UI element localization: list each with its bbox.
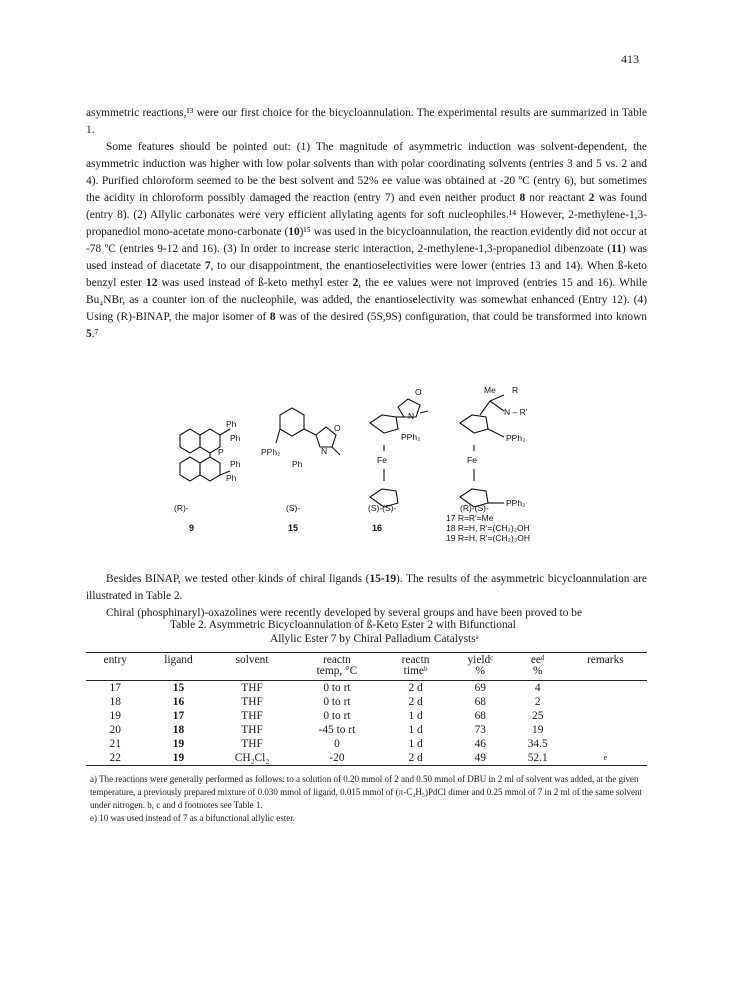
label-me: Me bbox=[484, 385, 496, 395]
oxazoline-ring bbox=[316, 427, 336, 447]
results-table bbox=[86, 652, 647, 766]
footnote-e: e) 10 was used instead of 7 as a bifunctional allylic ester. bbox=[90, 813, 295, 823]
paragraph-1: asymmetric reactions,¹³ were our first choice for the bicycloannulation. The experimental results are summarized in Table 1. bbox=[86, 107, 647, 136]
label-pph2-1: PPh₂ bbox=[261, 447, 281, 457]
label-o: O bbox=[334, 423, 341, 433]
table-footnotes bbox=[90, 773, 646, 825]
table-header-row bbox=[86, 653, 647, 681]
label-ox-config: (S)- bbox=[286, 503, 301, 513]
label-r: R bbox=[512, 385, 519, 395]
table-row: 20 18 THF -45 to rt 1 d 73 19 bbox=[109, 724, 544, 736]
binap-ring-3 bbox=[180, 457, 200, 481]
label-p-1: P bbox=[218, 447, 224, 457]
col-remarks: remarks bbox=[587, 654, 624, 666]
table-row: 18 16 THF 0 to rt 2 d 68 2 bbox=[109, 696, 541, 708]
col-ligand: ligand bbox=[164, 654, 193, 666]
table-row: 17 15 THF 0 to rt 2 d 69 4 bbox=[109, 682, 541, 694]
label-ph-1: Ph bbox=[226, 419, 237, 429]
label-fc-config: (S)-(S)- bbox=[368, 503, 397, 513]
binap-ring-2 bbox=[200, 429, 220, 453]
paragraph-4: Chiral (phosphinaryl)-oxazolines were recently developed by several groups and have been proved to be bbox=[106, 607, 583, 619]
aryl-ring bbox=[280, 408, 304, 436]
col-solvent: solvent bbox=[235, 654, 269, 666]
label-compound-18: 18 R=H, R'=(CH₂)₂OH bbox=[446, 523, 530, 533]
label-compound-17: 17 R=R'=Me bbox=[446, 513, 494, 523]
table-caption-line-2: Allylic Ester 7 by Chiral Palladium Catalystsᵃ bbox=[270, 633, 479, 645]
paragraph-3: Besides BINAP, we tested other kinds of chiral ligands (15-19). The results of the asymmetric bicycloannulation are illustrated in Table 2. bbox=[86, 573, 647, 602]
label-binap-config: (R)- bbox=[174, 503, 189, 513]
page-number: 413 bbox=[621, 52, 639, 66]
table-row: 21 19 THF 0 1 d 46 34.5 bbox=[109, 738, 548, 750]
table-row: 22 19 CH₂Cl₂ -20 2 d 49 52.1 e bbox=[86, 751, 647, 766]
label-ph-2: Ph bbox=[230, 433, 241, 443]
paragraph-2: Some features should be pointed out: (1) The magnitude of asymmetric induction was solvent-dependent, the asymmetric induction was higher with low polar solvents than with polar coordinating solvents (entries 3 and 5 vs. 2 and 4). Purified chloroform seemed to be the best solvent and 52% ee value was obtained at -20 ºC (entry 6), but sometimes the acidity in chloroform possibly damaged the reaction (entry 7) and even neither product 8 nor reactant 2 was found (entry 8). (2) Allylic carbonates were very efficient allylating agents for soft nucleophiles.¹⁴ However, 2-methylene-1,3-propanediol mono-acetate mono-carbonate (10)¹⁵ was used in the bicycloannulation, the reaction evidently did not occur at -78 ºC (entries 9-12 and 16). (3) In order to increase steric interaction, 2-methylene-1,3-propanediol dibenzoate (11) was used instead of diacetate 7, to our disappointment, the enantioselectivities were lower (entries 13 and 14). When ß-keto benzyl ester 12 was used instead of ß-keto methyl ester 2, the ee values were not improved (entries 15 and 16). While Bu₄NBr, as a counter ion of the nucleophile, was added, the enantioselectivity was somewhat enhanced (Entry 12). (4) Using (R)-BINAP, the major isomer of 8 was of the desired (5S,9S) configuration, that could be transformed into known 5.⁷ bbox=[86, 141, 648, 340]
body-text bbox=[86, 105, 647, 343]
label-pph2-4: PPh₂ bbox=[506, 498, 526, 508]
label-compound-16: 16 bbox=[372, 523, 383, 533]
label-compound-19: 19 R=H, R'=(CH₂)₃OH bbox=[446, 533, 530, 543]
binap-ring-1 bbox=[180, 429, 200, 453]
label-fe-1: Fe bbox=[377, 455, 387, 465]
table-row: 19 17 THF 0 to rt 1 d 68 25 bbox=[109, 710, 544, 722]
table-caption-line-1: Table 2. Asymmetric Bicycloannulation of ß-Keto Ester 2 with Bifunctional bbox=[170, 619, 516, 631]
label-compound-9: 9 bbox=[189, 523, 195, 533]
label-n: N bbox=[321, 446, 328, 456]
body-text-2 bbox=[86, 571, 647, 622]
table-2 bbox=[86, 652, 647, 766]
binap-ring-4 bbox=[200, 457, 220, 481]
col-ee: eeᵈ % bbox=[530, 654, 545, 677]
label-ph-3: Ph bbox=[230, 459, 241, 469]
col-time: reactn timeᵇ bbox=[401, 654, 430, 677]
label-o-2: O bbox=[415, 387, 422, 397]
label-fe-2: Fe bbox=[467, 455, 477, 465]
label-fc2-config: (R)-(S)- bbox=[460, 503, 489, 513]
col-entry: entry bbox=[103, 654, 127, 666]
label-pph2-3: PPh₂ bbox=[506, 433, 526, 443]
label-ph-4: Ph bbox=[226, 473, 237, 483]
label-n-2: N bbox=[408, 411, 415, 421]
label-ph-5: Ph bbox=[292, 459, 303, 469]
ligand-structures-figure bbox=[160, 385, 600, 555]
cp-ring-top-2 bbox=[460, 415, 488, 433]
label-pph2-2: PPh₂ bbox=[401, 432, 421, 442]
label-nr: N – R' bbox=[504, 407, 528, 417]
cp-ring-top bbox=[370, 415, 398, 433]
table-caption bbox=[170, 618, 570, 646]
label-compound-15: 15 bbox=[288, 523, 299, 533]
footnote-a: a) The reactions were generally performed as follows: to a solution of 0.20 mmol of 2 and 0.50 mmol of DBU in 2 ml of solvent was added, at the given temperature, a previously prepared mixture of 0.030 mmol of ligand, 0.015 mmol of (π-C₃H₅)PdCl dimer and 0.25 mmol of 7 in 2 ml of the same solvent under nitrogen. b, c and d footnotes see Table 1. bbox=[90, 774, 642, 810]
col-temp: reactn temp, °C bbox=[316, 654, 358, 677]
col-yield: yieldᶜ % bbox=[467, 654, 494, 677]
